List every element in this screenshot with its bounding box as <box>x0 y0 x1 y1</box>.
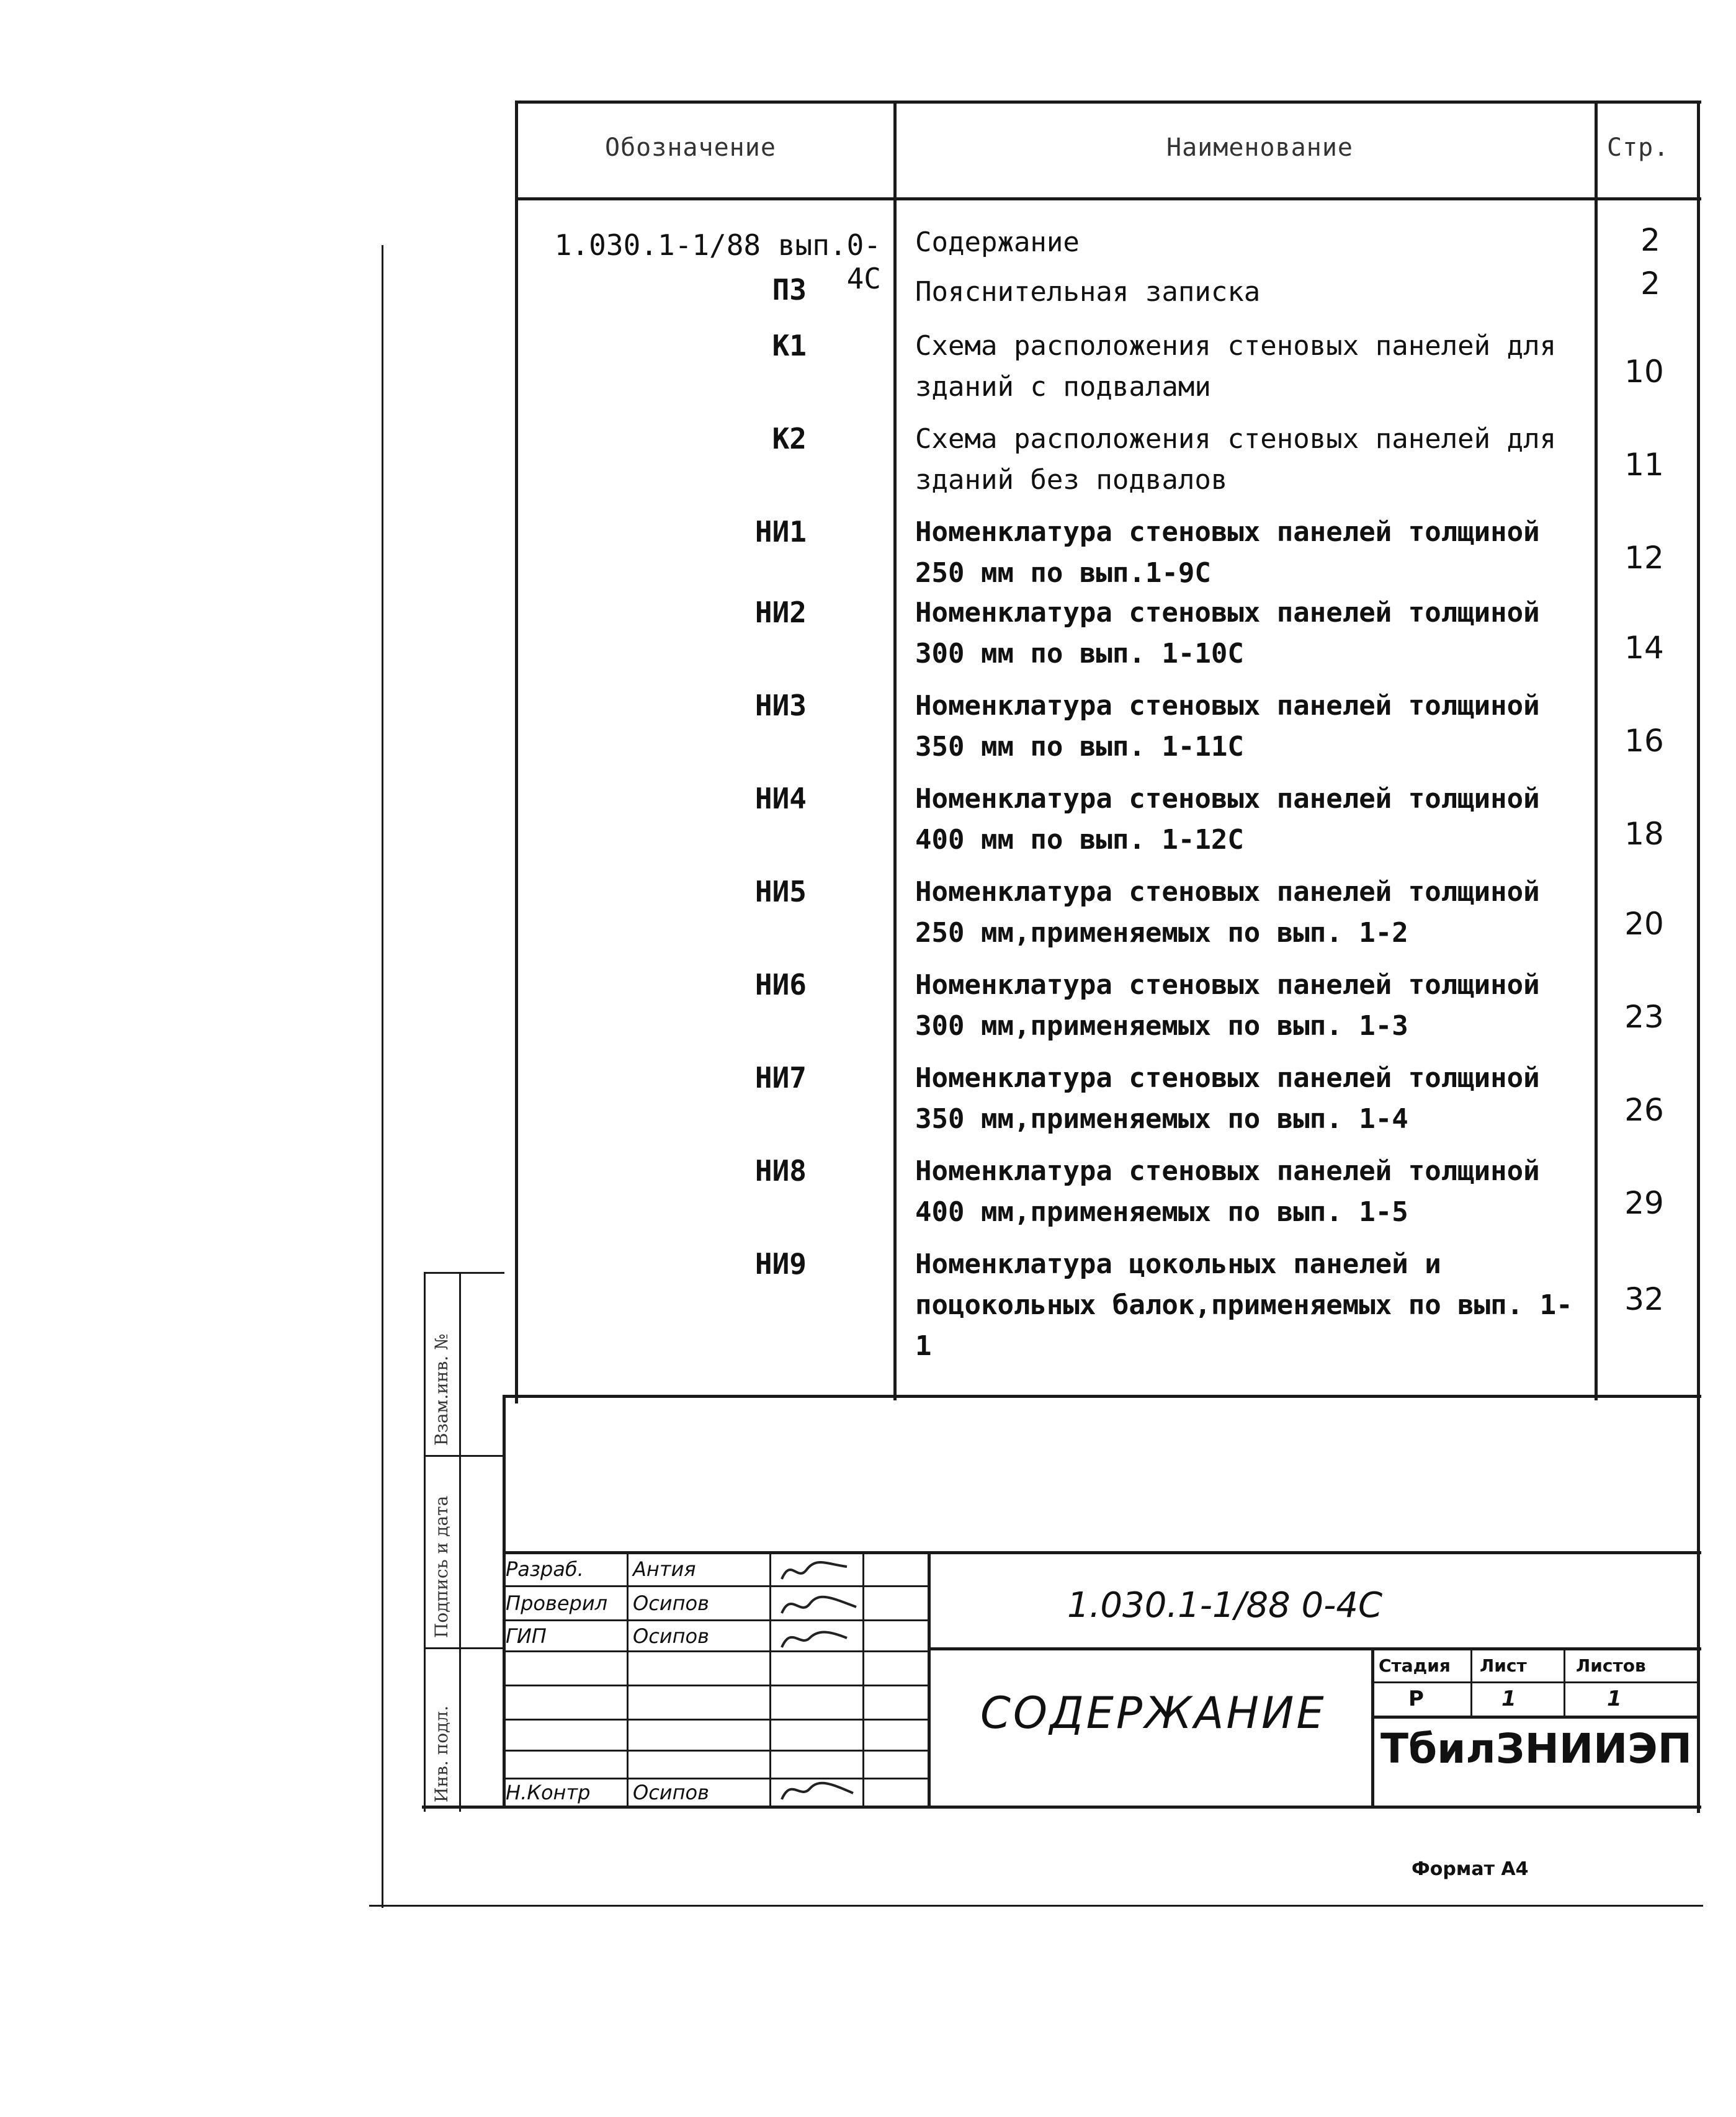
row-name: Пояснительная записка <box>915 276 1261 308</box>
row-code: НИ2 <box>754 596 807 629</box>
row-code: К1 <box>772 329 807 362</box>
row-name: Номенклатура стеновых панелей толщиной 400 мм по вып. 1-12С <box>915 783 1540 856</box>
row-name: Номенклатура стеновых панелей толщиной 400 мм,применяемых по вып. 1-5 <box>915 1155 1540 1228</box>
stage-header-line <box>1371 1681 1700 1683</box>
row-name: Номенклатура цокольных панелей и поцокольных балок,применяемых по вып. 1-1 <box>915 1248 1573 1362</box>
row-name: Содержание <box>915 226 1080 258</box>
stage-label: Стадия <box>1379 1655 1451 1676</box>
row-page: 32 <box>1624 1281 1664 1317</box>
row-page: 12 <box>1624 540 1664 576</box>
row-page: 16 <box>1624 723 1664 759</box>
side-stamp-inv-orig: Инв. подл. <box>431 1705 452 1802</box>
sig-role: Н.Контр <box>506 1781 591 1804</box>
row-page: 10 <box>1624 354 1664 390</box>
sig-row-line <box>503 1685 931 1686</box>
row-name: Схема расположения стеновых панелей для зданий с подвалами <box>915 330 1557 403</box>
column-divider-2 <box>1595 101 1598 1400</box>
sig-row-line <box>503 1650 931 1652</box>
side-stamp-divider-1 <box>424 1455 504 1457</box>
header-page: Стр. <box>1607 133 1670 162</box>
sheets-label: Листов <box>1576 1655 1646 1676</box>
sheet-label: Лист <box>1480 1655 1527 1676</box>
sig-col-divider-1 <box>627 1551 629 1806</box>
side-stamp-inv-repl: Взам.инв. № <box>431 1333 452 1446</box>
sheet-value: 1 <box>1501 1686 1516 1711</box>
row-page: 14 <box>1624 630 1664 666</box>
row-page: 20 <box>1624 906 1664 942</box>
table-left-border <box>515 101 518 1403</box>
table-bottom-border <box>503 1395 1701 1398</box>
sig-row-line <box>503 1719 931 1721</box>
row-code: НИ5 <box>754 875 807 908</box>
sig-name: Антия <box>633 1557 696 1581</box>
header-name: Наименование <box>1166 133 1353 162</box>
stage-box-left <box>1371 1647 1374 1806</box>
title-block-mid <box>931 1647 1701 1650</box>
row-page: 23 <box>1624 999 1664 1035</box>
row-name: Номенклатура стеновых панелей толщиной 250 мм по вып.1-9С <box>915 516 1540 589</box>
sig-row-line <box>503 1619 931 1621</box>
row-name: Номенклатура стеновых панелей толщиной 300 мм,применяемых по вып. 1-3 <box>915 969 1540 1042</box>
sheet-bottom-line <box>369 1905 1703 1907</box>
sig-role: ГИП <box>506 1624 547 1648</box>
row-code: НИ6 <box>754 968 807 1001</box>
sig-role: Разраб. <box>506 1557 584 1581</box>
side-stamp-divider-2 <box>424 1647 504 1649</box>
sig-row-line <box>503 1778 931 1779</box>
binding-margin-line <box>382 245 383 1908</box>
row-page: 29 <box>1624 1185 1664 1221</box>
row-name: Номенклатура стеновых панелей толщиной 300 мм по вып. 1-10С <box>915 597 1540 669</box>
row-page: 11 <box>1624 447 1664 483</box>
side-stamp-sign-date: Подпись и дата <box>431 1495 452 1638</box>
title-block-bottom <box>422 1806 1701 1809</box>
sig-name: Осипов <box>633 1781 709 1804</box>
row-code: НИ1 <box>754 515 807 548</box>
row-code: 1.030.1-1/88 вып.0-4С <box>554 228 881 295</box>
sig-name: Осипов <box>633 1591 709 1615</box>
sig-row-line <box>503 1750 931 1752</box>
row-code: К2 <box>772 422 807 455</box>
stage-bottom-line <box>1371 1716 1700 1719</box>
row-page: 26 <box>1624 1092 1664 1128</box>
side-stamp-left-border <box>424 1272 426 1812</box>
row-code: ПЗ <box>772 273 807 307</box>
row-page: 2 <box>1640 266 1660 302</box>
header-bottom-border <box>515 197 1701 200</box>
header-designation: Обозначение <box>605 133 776 162</box>
sheets-value: 1 <box>1607 1686 1622 1711</box>
sig-name: Осипов <box>633 1624 709 1648</box>
table-top-border <box>515 101 1701 104</box>
row-page: 18 <box>1624 816 1664 852</box>
row-code: НИ7 <box>754 1061 807 1094</box>
side-stamp-inner-border <box>459 1272 461 1812</box>
row-code: НИ9 <box>754 1247 807 1281</box>
stage-value: Р <box>1408 1686 1424 1711</box>
row-page: 2 <box>1640 222 1660 258</box>
column-divider-1 <box>893 101 897 1400</box>
doc-code: 1.030.1-1/88 0-4С <box>1067 1585 1383 1626</box>
sig-row-line <box>503 1585 931 1587</box>
sig-col-divider-2 <box>769 1551 771 1806</box>
row-name: Схема расположения стеновых панелей для зданий без подвалов <box>915 423 1557 496</box>
row-code: НИ3 <box>754 689 807 722</box>
table-right-border <box>1697 101 1700 1813</box>
format-label: Формат А4 <box>1412 1858 1529 1880</box>
row-name: Номенклатура стеновых панелей толщиной 250 мм,применяемых по вып. 1-2 <box>915 876 1540 949</box>
doc-title: СОДЕРЖАНИЕ <box>980 1688 1327 1739</box>
row-code: НИ4 <box>754 782 807 815</box>
sig-role: Проверил <box>506 1591 608 1615</box>
row-name: Номенклатура стеновых панелей толщиной 350 мм по вып. 1-11С <box>915 690 1540 763</box>
org-name: ТбилЗНИИЭП <box>1380 1725 1692 1773</box>
title-block-field-divider <box>928 1551 931 1809</box>
signature-marks <box>772 1554 866 1802</box>
row-code: НИ8 <box>754 1154 807 1188</box>
row-name: Номенклатура стеновых панелей толщиной 350 мм,применяемых по вып. 1-4 <box>915 1062 1540 1135</box>
side-stamp-top <box>424 1272 504 1274</box>
title-block-top <box>503 1551 1701 1554</box>
